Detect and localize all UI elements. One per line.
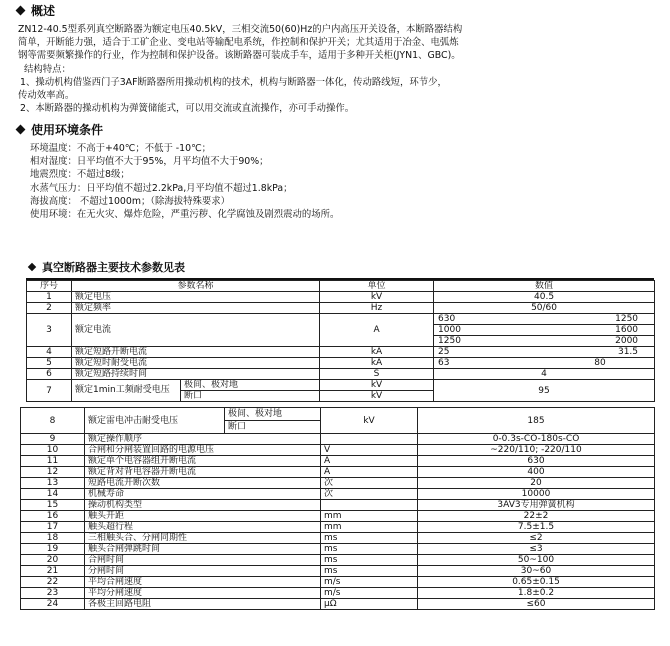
env-section [14,121,670,138]
table-row: 14 机械寿命 次 10000 [21,489,655,500]
spec-table-bottom [20,407,655,610]
table-row: 6 额定短路持续时间 S 4 [27,369,655,380]
table-row: 1250 2000 [27,336,655,347]
table-row: 17 触头超行程 mm 7.5±1.5 [21,522,655,533]
table-row: 1 额定电压 kV 40.5 [27,292,655,303]
env-text: 环境温度：不高于+40℃；不低于 -10℃； 相对湿度：日平均值不大于95%，月平均值不大于90%； 地震烈度：不超过8级； 水蒸气压力：日平均值不超过2.2kPa,月平均值不超过1.8kPa； 海拔高度： 不超过1000m；（除海拔特殊要求） 使用环境：在无火灾、爆炸危险，严重污秽、化学腐蚀及剧烈震动的场所。 [30,143,340,221]
table-row: 21 分闸时间 ms 30~60 [21,566,655,577]
table-row: 2 额定频率 Hz 50/60 [27,303,655,314]
table-row: 3 额定电流 A 630 1250 [27,314,655,325]
table-row: 12 额定背对背电容器开断电流 A 400 [21,467,655,478]
table-row: 19 触头合闸弹跳时间 ms ≤3 [21,544,655,555]
table-row: 11 额定单个电容器组开断电流 A 630 [21,456,655,467]
table-header-row [27,281,655,292]
table-row: 13 短路电流开断次数 次 20 [21,478,655,489]
table-row: 23 平均分闸速度 m/s 1.8±0.2 [21,588,655,599]
table-title-row [26,259,670,275]
header-unit: 单位 [320,281,434,292]
table-row: 15 操动机构类型 3AV3专用弹簧机构 [21,500,655,511]
diamond-bullet-icon [28,263,36,271]
env-heading: 使用环境条件 [14,121,670,138]
overview-heading: 概述 [14,2,670,19]
table-row: 24 各极主回路电阻 μΩ ≤60 [21,599,655,610]
table-row: 8 额定雷电冲击耐受电压 极间、极对地 kV 185 [21,408,655,421]
header-name: 参数名称 [72,281,320,292]
diamond-bullet-icon [16,6,26,16]
table-title: 真空断路器主要技术参数见表 [26,259,670,275]
table-row: 16 触头开距 mm 22±2 [21,511,655,522]
table-row: 7 额定1min工频耐受电压 极间、极对地 kV 95 [27,380,655,391]
table-row: 断口 [21,421,655,434]
table-row: 4 额定短路开断电流 kA 25 31.5 [27,347,655,358]
header-no: 序号 [27,281,72,292]
table-row: 20 合闸时间 ms 50~100 [21,555,655,566]
overview-text: ZN12-40.5型系列真空断路器为额定电压40.5kV，三相交流50(60)Hz的户内高压开关设备，本断路器结构 简单，开断能力强，适合于工矿企业、变电站等输配电系统，作控制和保护开关；尤其适用于冶金、电弧炼 钢等需要频繁操作的行业，作为控制和保护设备。该断路器可装成手车，适用于多种开关柜(JYN1、GBC)。 结构特点： 1、操动机构借鉴西门子3AF断路器所用操动机构的技术，机构与断路器一体化，传动路线短，环节少， 传动效率高。 2、本断路器的操动机构为弹簧储能式，可以用交流或直流操作，亦可手动操作。 [18,24,463,115]
table-row: 9 额定操作顺序 0-0.3s-CO-180s-CO [21,434,655,445]
table-row: 10 合闸和分闸装置回路的电源电压 V ~220/110; -220/110 [21,445,655,456]
table-row: 1000 1600 [27,325,655,336]
table-row: 5 额定短时耐受电流 kA 63 80 [27,358,655,369]
diamond-bullet-icon [16,125,26,135]
table-row: 断口 kV [27,391,655,402]
table-row: 18 三相触头合、分闸同期性 ms ≤2 [21,533,655,544]
overview-section [14,2,670,19]
spec-table-top [26,280,655,402]
header-value: 数值 [434,281,655,292]
table-row: 22 平均合闸速度 m/s 0.65±0.15 [21,577,655,588]
